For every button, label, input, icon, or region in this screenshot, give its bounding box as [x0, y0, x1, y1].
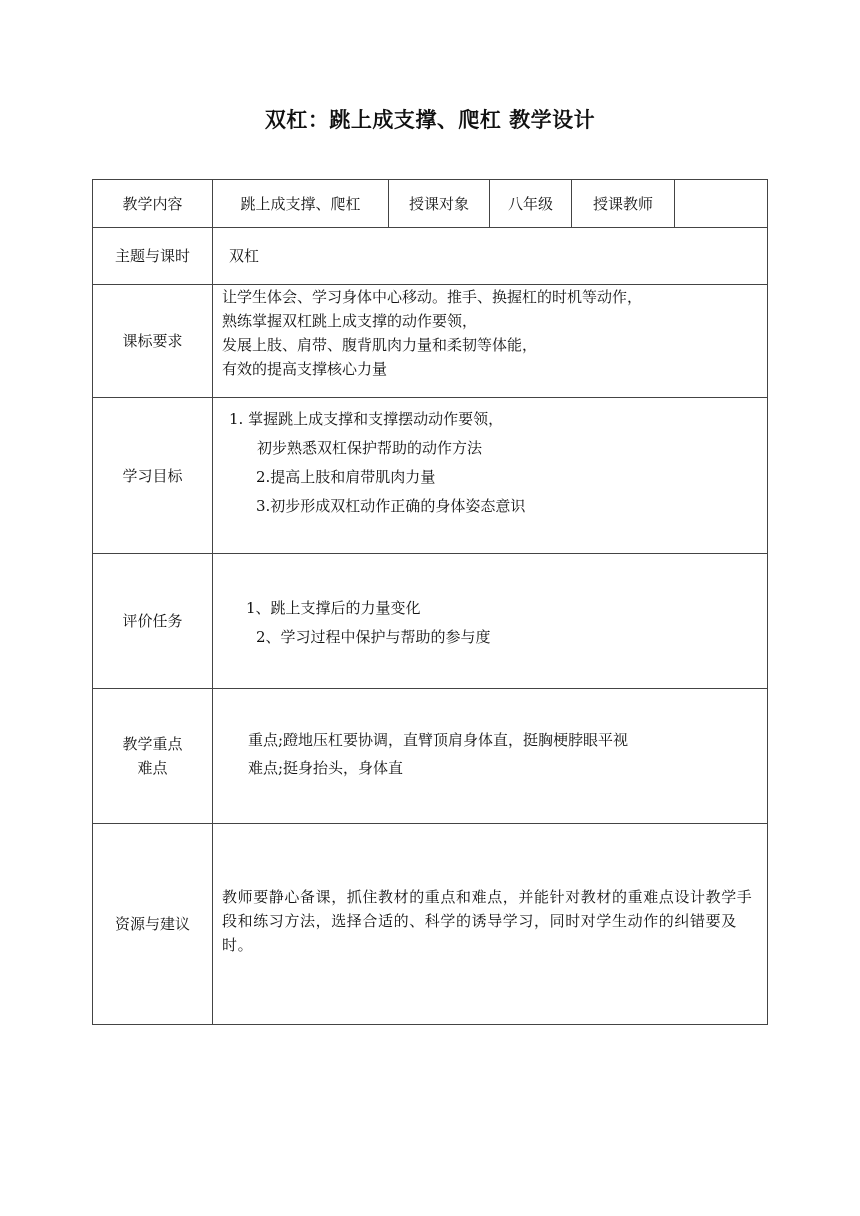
teacher-value	[675, 180, 767, 227]
list-item: 熟练掌握双杠跳上成支撑的动作要领，	[222, 312, 478, 330]
page-title: 双杠：跳上成支撑、爬杠 教学设计	[264, 108, 596, 132]
content-value: 跳上成支撑、爬杠	[240, 194, 361, 213]
resources-text: 教师要静心备课，抓住教材的重点和难点，并能针对教材的重难点设计教学手段和练习方法，选择合适的、科学的诱导学习，同时对学生动作的纠错要及时。	[222, 888, 753, 954]
topic-label: 主题与课时	[114, 247, 190, 265]
table-rule	[767, 179, 768, 1025]
list-item: 2.提高上肢和肩带肌肉力量	[256, 468, 436, 486]
lesson-plan-table	[92, 179, 768, 1025]
target-label: 授课对象	[408, 194, 469, 213]
list-item: 让学生体会、学习身体中心移动。推手、换握杠的时机等动作，	[222, 288, 643, 306]
evaluation-tasks	[246, 594, 756, 652]
list-item: 1、跳上支撑后的力量变化	[246, 599, 421, 617]
learning-objectives	[229, 405, 759, 521]
key-points-label-line1: 教学重点	[122, 735, 183, 753]
list-item: 有效的提高支撑核心力量	[222, 360, 388, 378]
topic-value: 双杠	[229, 247, 260, 265]
list-item: 1. 掌握跳上成支撑和支撑摆动动作要领，	[229, 410, 504, 428]
standard-label: 课标要求	[122, 332, 183, 350]
table-rule	[212, 179, 213, 1025]
list-item: 3.初步形成双杠动作正确的身体姿态意识	[256, 497, 526, 515]
key-points-label-line2: 难点	[137, 759, 168, 777]
standard-requirements	[222, 285, 762, 381]
teacher-label: 授课教师	[592, 194, 653, 213]
list-item: 2、学习过程中保护与帮助的参与度	[256, 628, 491, 646]
list-item: 难点;挺身抬头，身体直	[248, 759, 404, 777]
list-item: 初步熟悉双杠保护帮助的动作方法	[257, 439, 483, 457]
evaluation-label: 评价任务	[122, 612, 183, 630]
key-points	[248, 726, 763, 782]
table-rule	[92, 1024, 768, 1025]
resources-label: 资源与建议	[114, 915, 190, 933]
list-item: 重点;蹬地压杠要协调，直臂顶肩身体直，挺胸梗脖眼平视	[248, 731, 629, 749]
key-points-label	[93, 689, 212, 823]
list-item: 发展上肢、肩带、腹背肌肉力量和柔韧等体能，	[222, 336, 538, 354]
target-value: 八年级	[507, 194, 553, 213]
content-label: 教学内容	[122, 194, 183, 213]
objectives-label: 学习目标	[122, 466, 183, 485]
